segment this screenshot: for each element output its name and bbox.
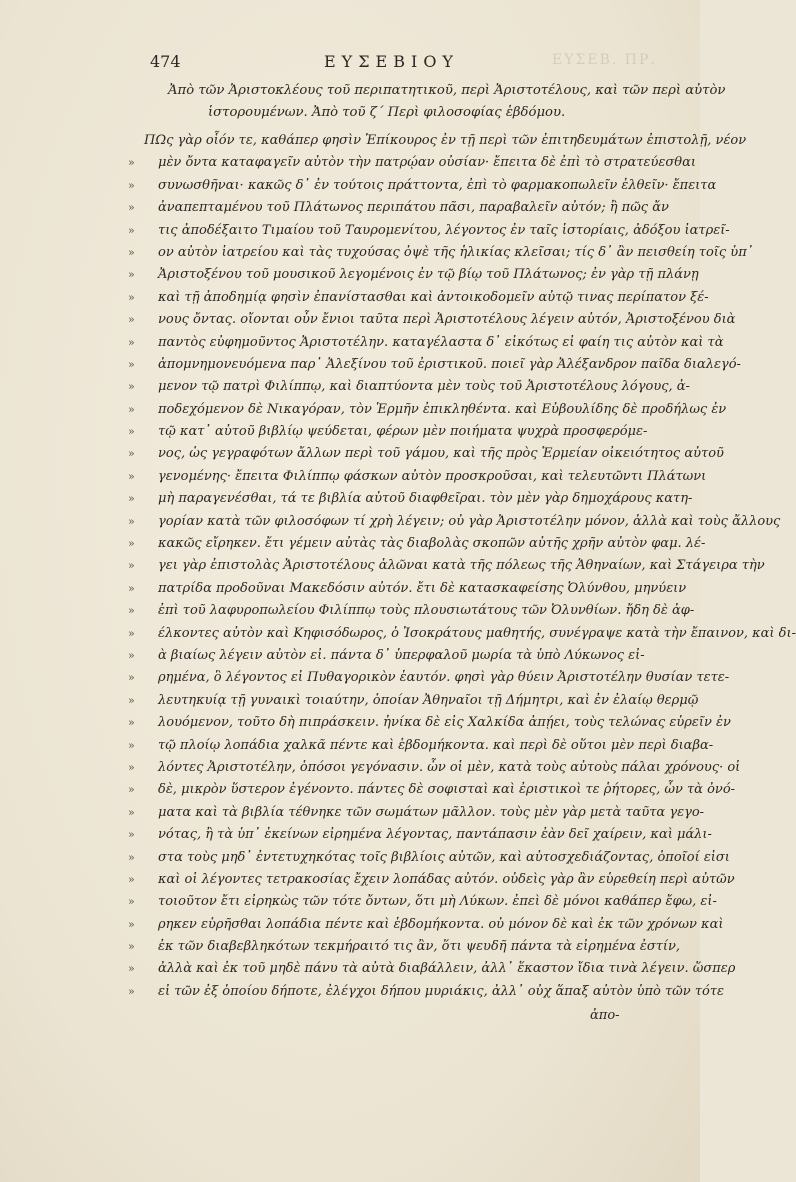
- catchword: ἀπο-: [590, 1007, 620, 1023]
- line-text: γενομένης· ἔπειτα Φιλίππῳ φάσκων αὐτὸν προσκροῦσαι, καὶ τελευτῶντι Πλάτωνι: [158, 468, 707, 484]
- text-line: [128, 421, 664, 443]
- quotation-mark-icon: »: [128, 537, 135, 551]
- text-line: [128, 914, 724, 936]
- line-text: τις ἀποδέξαιτο Τιμαίου τοῦ Ταυρομενίτου, λέγοντος ἐν ταῖς ἱστορίαις, ἀδόξου ἰατρεῖ-: [158, 222, 730, 238]
- text-line: [128, 735, 714, 757]
- text-line: [128, 757, 741, 779]
- text-line: [128, 220, 730, 242]
- quotation-mark-icon: »: [128, 223, 135, 237]
- text-line: [128, 399, 727, 421]
- heading-line-1: Ἀπὸ τῶν Ἀριστοκλέους τοῦ περιπατητικοῦ, περὶ Ἀριστοτέλους, καὶ τῶν περὶ αὐτὸν: [168, 83, 726, 98]
- line-text: παντὸς εὐφημοῦντος Ἀριστοτέλην. καταγέλαστα δ᾽ εἰκότως εἰ φαίη τις αὐτὸν καὶ τὰ: [158, 334, 724, 350]
- quotation-mark-icon: »: [128, 469, 135, 483]
- line-text: μὲν ὄντα καταφαγεῖν αὐτὸν τὴν πατρῴαν οὐσίαν· ἔπειτα δὲ ἐπὶ τὸ στρατεύεσθαι: [158, 155, 696, 171]
- line-text: ἐπὶ τοῦ λαφυροπωλείου Φιλίππῳ τοὺς πλουσιωτάτους τῶν Ὀλυνθίων. ἤδη δὲ ἀφ-: [158, 603, 695, 619]
- heading-line-2: ἱστορουμένων. Ἀπὸ τοῦ ζ΄ Περὶ φιλοσοφίας ἑβδόμου.: [208, 105, 566, 120]
- text-line: [128, 264, 699, 286]
- line-text: τῷ κατ᾽ αὐτοῦ βιβλίῳ ψεύδεται, φέρων μὲν ποιήματα ψυχρὰ προσφερόμε-: [158, 424, 648, 440]
- text-line: [128, 287, 709, 309]
- line-text: έλκοντες αὐτὸν καὶ Κηφισόδωρος, ὁ Ἰσοκράτους μαθητής, συνέγραψε κατὰ τὴν ἔπαινον, καὶ δι-: [158, 625, 796, 641]
- page-header: [144, 52, 656, 76]
- text-line: [128, 197, 669, 219]
- page-number: 474: [150, 52, 181, 71]
- text-line: [128, 443, 724, 465]
- line-text: δὲ, μικρὸν ὕστερον ἐγένοντο. πάντες δὲ σοφισταὶ καὶ ἐριστικοὶ τε ῥήτορες, ὧν τὰ ὀνό-: [158, 782, 736, 798]
- line-text: κακῶς εἴρηκεν. ἔτι γέμειν αὐτὰς τὰς διαβολὰς σκοπῶν αὐτῆς χρῆν αὐτὸν φαμ. λέ-: [158, 536, 706, 552]
- line-text: τῷ πλοίῳ λοπάδια χαλκᾶ πέντε καὶ ἑβδομήκοντα. καὶ περὶ δὲ οὕτοι μὲν περὶ διαβα-: [158, 737, 714, 753]
- text-line: [128, 891, 717, 913]
- line-text: ἐκ τῶν διαβεβληκότων τεκμήραιτό τις ἂν, ὅτι ψευδῆ πάντα τὰ εἰρημένα ἐστίν,: [158, 939, 681, 955]
- text-line: [128, 511, 781, 533]
- quotation-mark-icon: »: [128, 268, 135, 282]
- quotation-mark-icon: »: [128, 626, 135, 640]
- line-text: καὶ οἱ λέγοντες τετρακοσίας ἔχειν λοπάδας αὐτόν. οὐδεὶς γὰρ ἂν εὑρεθείη περὶ αὐτῶν: [158, 871, 735, 887]
- line-text: ον αὐτὸν ἰατρείου καὶ τὰς τυχούσας ὀψὲ τῆς ἡλικίας κλεῖσαι; τίς δ᾽ ἂν πεισθείη τοῖς ὑπ᾽: [158, 244, 754, 260]
- text-line: [144, 130, 747, 152]
- quotation-mark-icon: »: [128, 805, 135, 819]
- quotation-mark-icon: »: [128, 156, 135, 170]
- text-line: [128, 623, 796, 645]
- text-line: [128, 936, 681, 958]
- quotation-mark-icon: »: [128, 850, 135, 864]
- quotation-mark-icon: »: [128, 940, 135, 954]
- text-line: [128, 690, 699, 712]
- line-text: λουόμενον, τοῦτο δὴ πιπράσκειν. ἠνίκα δὲ εἰς Χαλκίδα ἀπῄει, τοὺς τελώνας εὑρεῖν ἐν: [158, 715, 731, 731]
- line-text: λευτηκυίᾳ τῇ γυναικὶ τοιαύτην, ὁποίαν Ἀθηναῖοι τῇ Δήμητρι, καὶ ἐν ἐλαίῳ θερμῷ: [158, 692, 699, 708]
- line-text: ρηκεν εὑρῆσθαι λοπάδια πέντε καὶ ἑβδομήκοντα. οὐ μόνον δὲ καὶ ἐκ τῶν χρόνων καὶ: [158, 916, 724, 932]
- text-line: [128, 152, 696, 174]
- quotation-mark-icon: »: [128, 962, 135, 976]
- text-line: [128, 712, 731, 734]
- text-line: [128, 802, 705, 824]
- text-line: [128, 958, 736, 980]
- quotation-mark-icon: »: [128, 425, 135, 439]
- quotation-mark-icon: »: [128, 201, 135, 215]
- text-line: [128, 847, 730, 869]
- text-line: [128, 981, 725, 1003]
- bleed-through-text: ΕΥΣΕΒ. ΠΡ.: [552, 52, 657, 68]
- line-text: συνωσθῆναι· κακῶς δ᾽ ἐν τούτοις πράττοντα, ἐπὶ τὸ φαρμακοπωλεῖν ἐλθεῖν· ἔπειτα: [158, 177, 717, 193]
- quotation-mark-icon: »: [128, 313, 135, 327]
- quotation-mark-icon: »: [128, 290, 135, 304]
- quotation-mark-icon: »: [128, 984, 135, 998]
- text-line: [128, 466, 707, 488]
- text-line: [128, 332, 724, 354]
- text-line: [128, 175, 717, 197]
- text-line: [128, 555, 765, 577]
- quotation-mark-icon: »: [128, 716, 135, 730]
- quotation-mark-icon: »: [128, 492, 135, 506]
- quotation-mark-icon: »: [128, 245, 135, 259]
- text-line: [128, 869, 735, 891]
- body-text: [128, 130, 796, 1003]
- quotation-mark-icon: »: [128, 738, 135, 752]
- line-text: ΠΩς γὰρ οἷόν τε, καθάπερ φησὶν Ἐπίκουρος ἐν τῇ περὶ τῶν ἐπιτηδευμάτων ἐπιστολῇ, νέον: [144, 133, 747, 148]
- quotation-mark-icon: »: [128, 648, 135, 662]
- text-line: [128, 242, 754, 264]
- text-line: [128, 779, 736, 801]
- quotation-mark-icon: »: [128, 581, 135, 595]
- section-heading: [168, 80, 726, 124]
- text-line: [128, 376, 690, 398]
- line-text: καὶ τῇ ἀποδημίᾳ φησὶν ἐπανίστασθαι καὶ ἀντοικοδομεῖν αὐτῷ τινας περίπατον ξέ-: [158, 289, 709, 305]
- text-line: [128, 488, 693, 510]
- quotation-mark-icon: »: [128, 559, 135, 573]
- line-text: ἀλλὰ καὶ ἐκ τοῦ μηδὲ πάνυ τὰ αὐτὰ διαβάλλειν, ἀλλ᾽ ἕκαστον ἴδια τινὰ λέγειν. ὥσπερ: [158, 961, 736, 977]
- line-text: στα τοὺς μηδ᾽ ἐντετυχηκότας τοῖς βιβλίοις αὐτῶν, καὶ αὐτοσχεδιάζοντας, ὁποῖοί εἰσι: [158, 849, 730, 865]
- line-text: ποδεχόμενον δὲ Νικαγόραν, τὸν Ἑρμῆν ἐπικληθέντα. καὶ Εὐβουλίδης δὲ προδήλως ἐν: [158, 401, 727, 417]
- line-text: τοιοῦτον ἔτι εἰρηκὼς τῶν τότε ὄντων, ὅτι μὴ Λύκων. ἐπεὶ δὲ μόνοι καθάπερ ἔφω, εἰ-: [158, 894, 717, 910]
- line-text: λόντες Ἀριστοτέλην, ὁπόσοι γεγόνασιν. ὧν οἱ μὲν, κατὰ τοὺς αὐτοὺς πάλαι χρόνους· οἱ: [158, 759, 741, 775]
- line-text: γορίαν κατὰ τῶν φιλοσόφων τί χρὴ λέγειν; οὐ γὰρ Ἀριστοτέλην μόνον, ἀλλὰ καὶ τοὺς ἄλλους: [158, 513, 781, 529]
- text-line: [128, 600, 695, 622]
- line-text: μενον τῷ πατρὶ Φιλίππῳ, καὶ διαπτύοντα μὲν τοὺς τοῦ Ἀριστοτέλους λόγους, ἀ-: [158, 379, 690, 395]
- quotation-mark-icon: »: [128, 783, 135, 797]
- line-text: πατρίδα προδοῦναι Μακεδόσιν αὐτόν. ἔτι δὲ κατασκαφείσης Ὀλύνθου, μηνύειν: [158, 580, 687, 596]
- quotation-mark-icon: »: [128, 335, 135, 349]
- quotation-mark-icon: »: [128, 671, 135, 685]
- line-text: Ἀριστοξένου τοῦ μουσικοῦ λεγομένοις ἐν τῷ βίῳ τοῦ Πλάτωνος; ἐν γὰρ τῇ πλάνῃ: [158, 267, 699, 283]
- line-text: εἰ τῶν ἐξ ὁποίου δήποτε, ἐλέγχοι δήπου μυριάκις, ἀλλ᾽ οὐχ ἅπαξ αὐτὸν ὑπὸ τῶν τότε: [158, 983, 725, 999]
- text-line: [128, 533, 706, 555]
- text-line: [128, 354, 741, 376]
- quotation-mark-icon: »: [128, 604, 135, 618]
- quotation-mark-icon: »: [128, 178, 135, 192]
- line-text: ρημένα, ὃ λέγοντος εἰ Πυθαγορικὸν ἑαυτόν. φησὶ γὰρ θύειν Ἀριστοτέλην θυσίαν τετε-: [158, 670, 730, 686]
- line-text: ὰ βιαίως λέγειν αὐτὸν εἰ. πάντα δ᾽ ὑπερφαλοῦ μωρία τὰ ὑπὸ Λύκωνος εἰ-: [158, 647, 645, 663]
- quotation-mark-icon: »: [128, 402, 135, 416]
- quotation-mark-icon: »: [128, 447, 135, 461]
- line-text: γει γὰρ ἐπιστολὰς Ἀριστοτέλους ἁλῶναι κατὰ τῆς πόλεως τῆς Ἀθηναίων, καὶ Στάγειρα τὴν: [158, 558, 765, 574]
- quotation-mark-icon: »: [128, 917, 135, 931]
- line-text: νος, ὡς γεγραφότων ἄλλων περὶ τοῦ γάμου, καὶ τῆς πρὸς Ἑρμείαν οἰκειότητος αὐτοῦ: [158, 446, 724, 462]
- line-text: ἀπομνημονευόμενα παρ᾽ Ἀλεξίνου τοῦ ἐριστικοῦ. ποιεῖ γὰρ Ἀλέξανδρον παῖδα διαλεγό-: [158, 356, 741, 372]
- quotation-mark-icon: »: [128, 380, 135, 394]
- line-text: νους ὄντας. οἴονται οὖν ἔνιοι ταῦτα περὶ Ἀριστοτέλους λέγειν αὐτόν, Ἀριστοξένου διὰ: [158, 312, 736, 328]
- quotation-mark-icon: »: [128, 895, 135, 909]
- line-text: ἀναπεπταμένου τοῦ Πλάτωνος περιπάτου πᾶσι, παραβαλεῖν αὐτόν; ἢ πῶς ἄν: [158, 200, 669, 216]
- text-line: [128, 578, 687, 600]
- quotation-mark-icon: »: [128, 514, 135, 528]
- text-line: [128, 667, 730, 689]
- text-line: [128, 645, 664, 667]
- quotation-mark-icon: »: [128, 357, 135, 371]
- line-text: μὴ παραγενέσθαι, τά τε βιβλία αὐτοῦ διαφθεῖραι. τὸν μὲν γὰρ δημοχάρους κατη-: [158, 491, 693, 507]
- quotation-mark-icon: »: [128, 872, 135, 886]
- quotation-mark-icon: »: [128, 760, 135, 774]
- text-line: [128, 824, 712, 846]
- text-line: [128, 309, 736, 331]
- quotation-mark-icon: »: [128, 828, 135, 842]
- line-text: ματα καὶ τὰ βιβλία τέθνηκε τῶν σωμάτων μᾶλλον. τοὺς μὲν γὰρ μετὰ ταῦτα γεγο-: [158, 804, 705, 820]
- line-text: νότας, ἢ τὰ ὑπ᾽ ἐκείνων εἰρημένα λέγοντας, παντάπασιν ἐὰν δεῖ χαίρειν, καὶ μάλι-: [158, 827, 712, 843]
- running-title: ΕΥΣΕΒΙΟΥ: [324, 52, 459, 71]
- quotation-mark-icon: »: [128, 693, 135, 707]
